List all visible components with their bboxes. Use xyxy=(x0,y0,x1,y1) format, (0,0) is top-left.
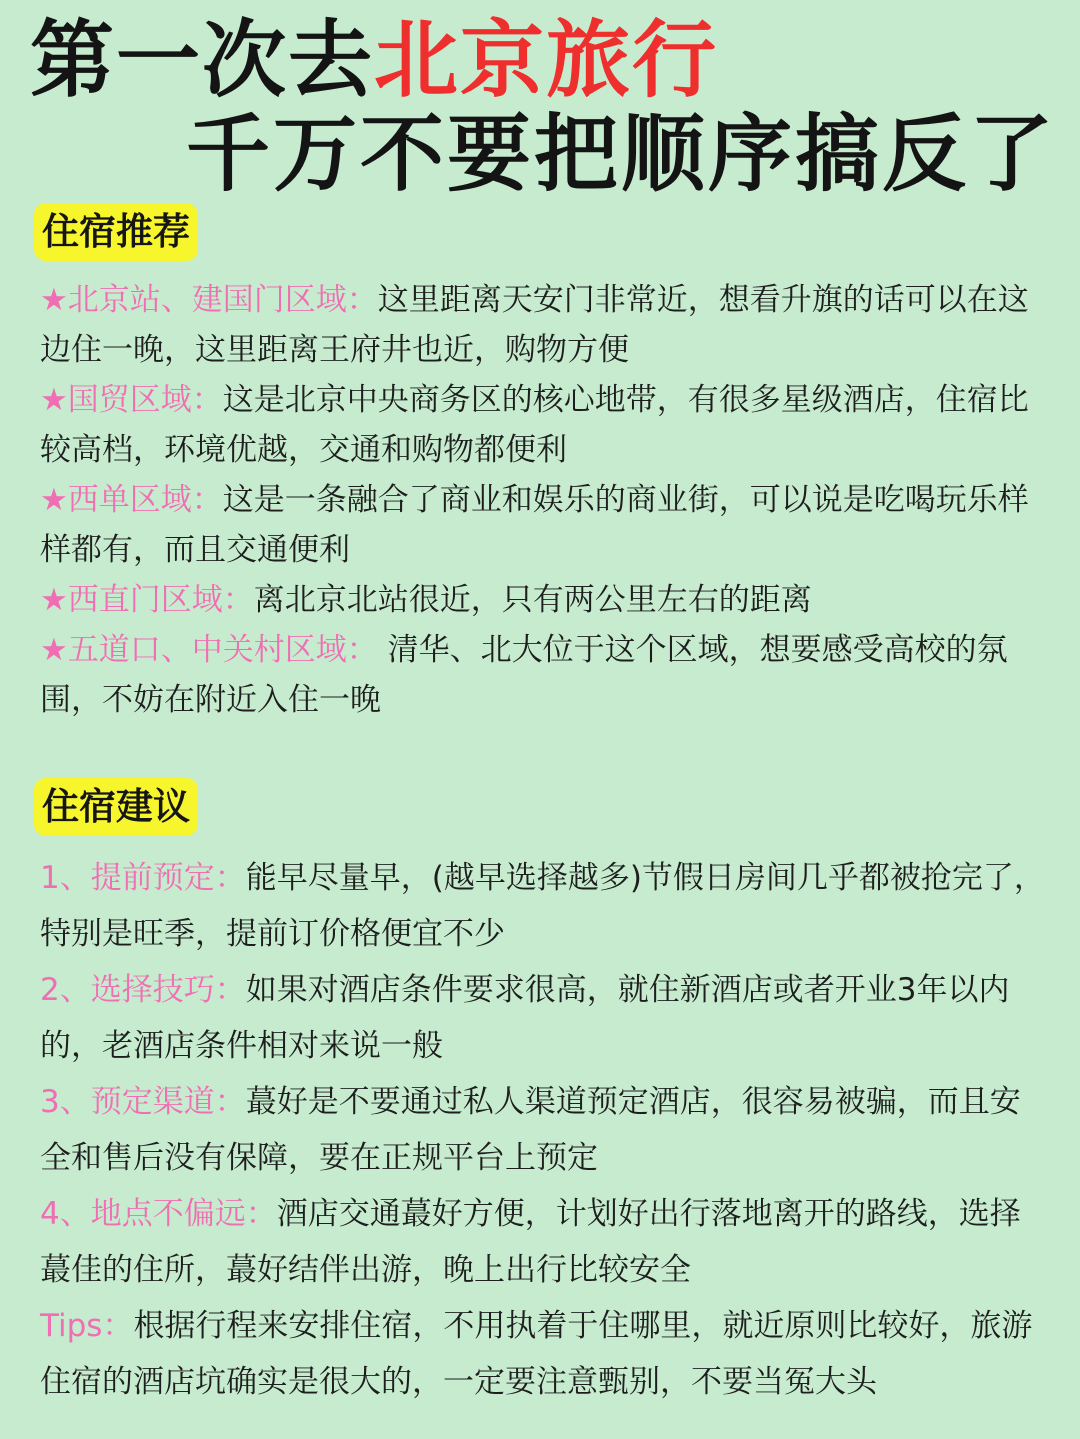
item-key: Tips： xyxy=(40,1308,134,1344)
list-item xyxy=(40,962,1050,1074)
list-item xyxy=(40,275,1050,375)
item-text: 蕞好是不要通过私人渠道预定酒店，很容易被骗，而且安全和售后没有保障，要在正规平台上预定 xyxy=(40,1084,1021,1176)
accommodation-recommend-list xyxy=(40,275,1050,725)
item-text: 这是北京中央商务区的核心地带，有很多星级酒店，住宿比较高档，环境优越，交通和购物都便利 xyxy=(40,382,1029,468)
accommodation-advice-list xyxy=(40,850,1050,1410)
section-tag-accommodation-recommend: 住宿推荐 xyxy=(34,203,198,261)
item-text: 清华、北大位于这个区域，想要感受高校的氛围，不妨在附近入住一晚 xyxy=(40,632,1008,718)
item-key: ★西单区域： xyxy=(40,482,223,518)
section-tag-accommodation-advice: 住宿建议 xyxy=(34,778,198,836)
page-title-line-1 xyxy=(30,10,718,110)
item-key: ★北京站、建国门区域： xyxy=(40,282,378,318)
list-item xyxy=(40,625,1050,725)
item-key: ★五道口、中关村区域： xyxy=(40,632,378,668)
list-item xyxy=(40,1186,1050,1298)
list-item xyxy=(40,575,1050,625)
list-item xyxy=(40,475,1050,575)
item-text: 这是一条融合了商业和娱乐的商业街，可以说是吃喝玩乐样样都有，而且交通便利 xyxy=(40,482,1029,568)
item-key: ★西直门区域： xyxy=(40,582,254,618)
item-text: 离北京北站很近，只有两公里左右的距离 xyxy=(253,582,812,618)
item-key: 2、选择技巧： xyxy=(40,972,246,1008)
item-text: 根据行程来安排住宿，不用执着于住哪里，就近原则比较好，旅游住宿的酒店坑确实是很大的，一定要注意甄别，不要当冤大头 xyxy=(40,1308,1033,1400)
item-text: 如果对酒店条件要求很高，就住新酒店或者开业3年以内的，老酒店条件相对来说一般 xyxy=(40,972,1010,1064)
list-item xyxy=(40,850,1050,962)
item-text: 酒店交通蕞好方便，计划好出行落地离开的路线，选择蕞佳的住所，蕞好结伴出游，晚上出行比较安全 xyxy=(40,1196,1021,1288)
item-text: 能早尽量早，(越早选择越多)节假日房间几乎都被抢完了，特别是旺季，提前订价格便宜不少 xyxy=(40,860,1045,952)
item-text: 这里距离天安门非常近，想看升旗的话可以在这边住一晚，这里距离王府井也近，购物方便 xyxy=(40,282,1029,368)
item-key: 4、地点不偏远： xyxy=(40,1196,277,1232)
list-item xyxy=(40,1074,1050,1186)
list-item xyxy=(40,1298,1050,1410)
item-key: 1、提前预定： xyxy=(40,860,246,896)
item-key: ★国贸区域： xyxy=(40,382,223,418)
list-item xyxy=(40,375,1050,475)
page-title-line-2: 千万不要把顺序搞反了 xyxy=(186,105,1057,203)
title-black-part: 第一次去 xyxy=(30,11,375,109)
item-key: 3、预定渠道： xyxy=(40,1084,246,1120)
title-red-part: 北京旅行 xyxy=(374,11,719,109)
